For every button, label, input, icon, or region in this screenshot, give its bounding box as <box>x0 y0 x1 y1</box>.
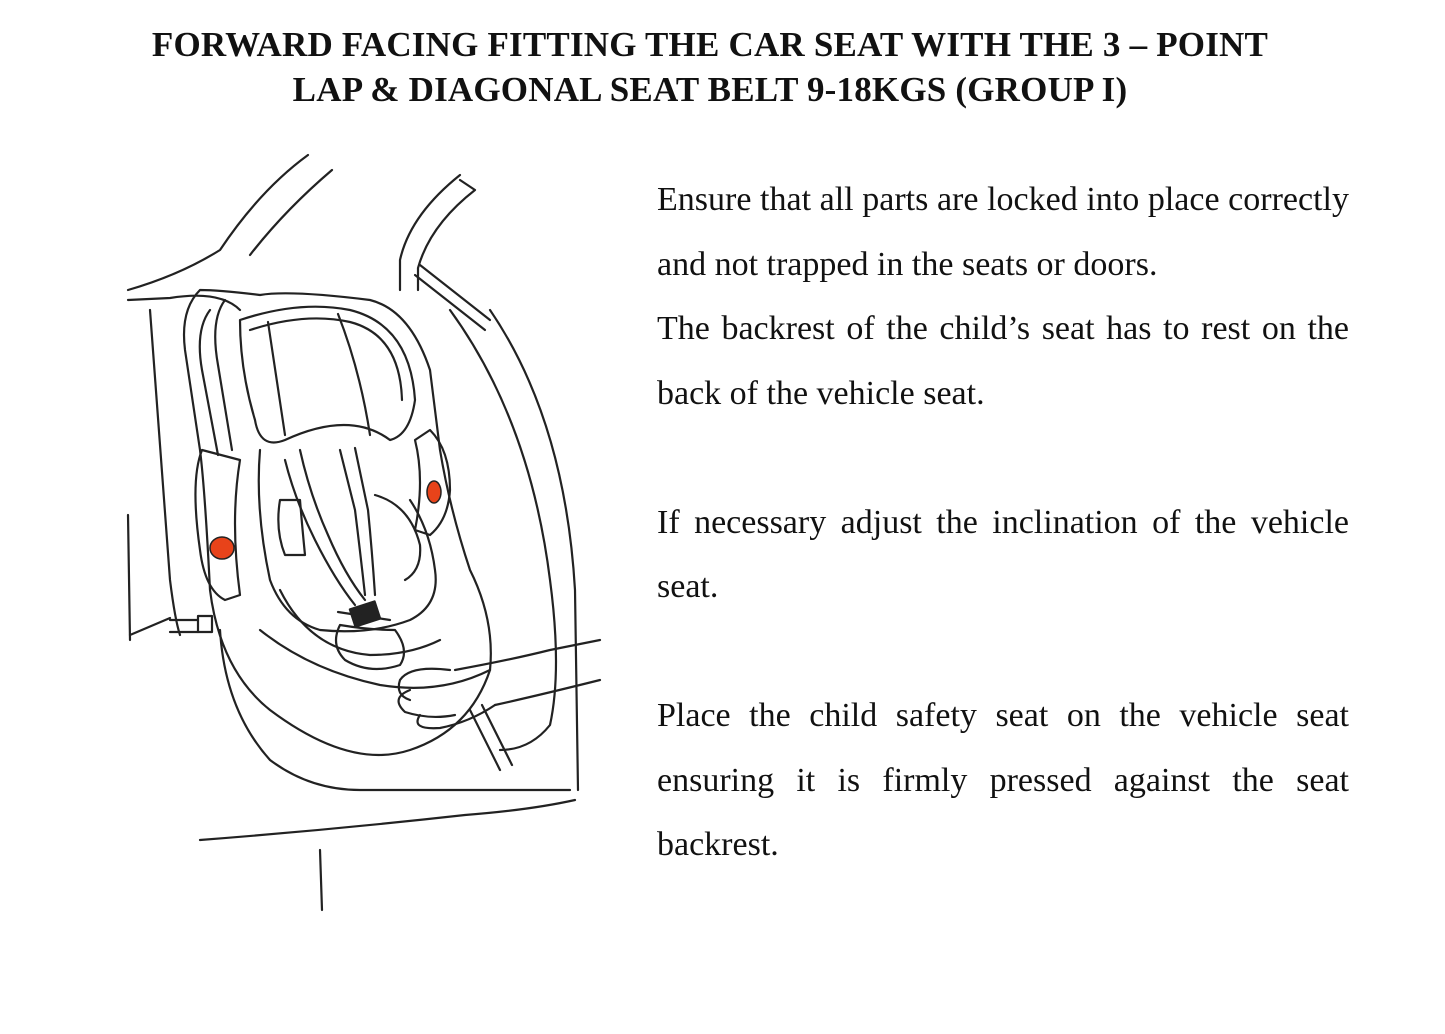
instruction-inclination: If necessary adjust the inclination of the vehicle seat. <box>657 503 1349 605</box>
title-line-1: FORWARD FACING FITTING THE CAR SEAT WITH THE 3 – POINT <box>151 25 1269 64</box>
instruction-place-seat: Place the child safety seat on the vehicle seat ensuring it is firmly pressed against the seat backrest. <box>657 697 1349 863</box>
instruction-backrest: The backrest of the child’s seat has to rest on the back of the vehicle seat. <box>657 310 1349 412</box>
car-seat-illustration-icon <box>110 150 610 930</box>
title-line-2: LAP & DIAGONAL SEAT BELT 9-18KGS (GROUP I) <box>292 70 1128 109</box>
page-title <box>60 22 1360 112</box>
instructions-text <box>657 168 1349 878</box>
instruction-locked-parts: Ensure that all parts are locked into place correctly and not trapped in the seats or doors. <box>657 181 1349 283</box>
